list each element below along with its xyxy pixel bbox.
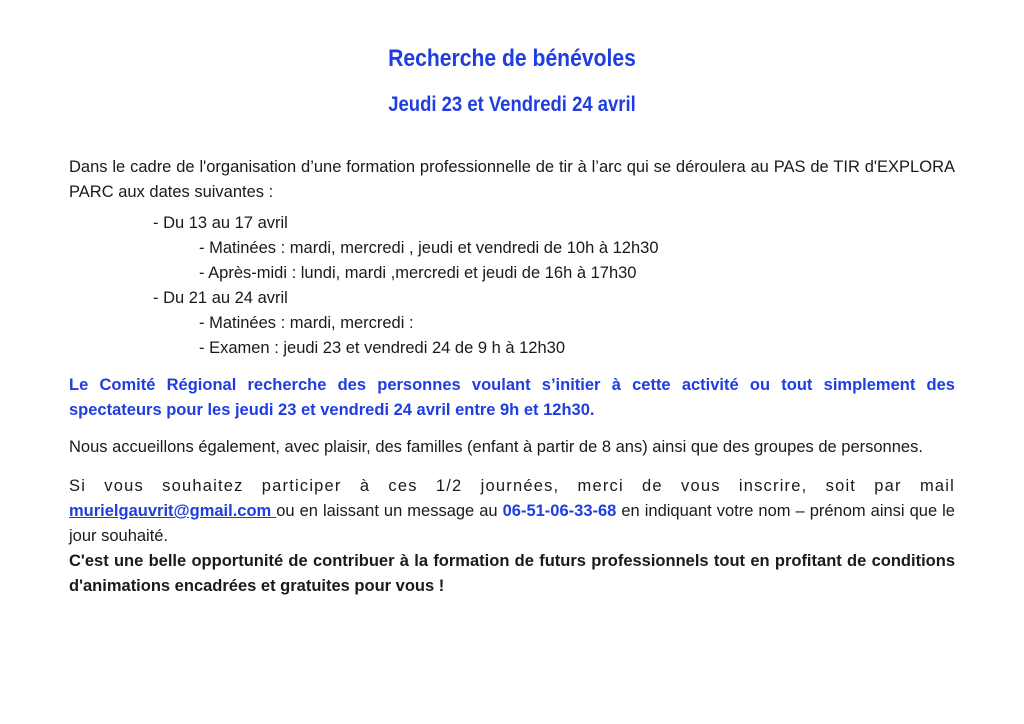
schedule-list	[69, 211, 955, 361]
page-title: Recherche de bénévoles	[388, 45, 636, 72]
schedule-week2-exam: - Examen : jeudi 23 et vendredi 24 de 9 h à 12h30	[199, 339, 566, 357]
schedule-week1-afternoons: - Après-midi : lundi, mardi ,mercredi et jeudi de 16h à 17h30	[199, 264, 637, 282]
contact-lead: Si vous souhaitez participer à ces 1/2 journées, merci de vous inscrire, soit par mail	[69, 477, 955, 495]
contact-middle: ou en laissant un message au	[276, 502, 498, 520]
phone-number: 06-51-06-33-68	[502, 502, 617, 520]
contact-paragraph	[69, 474, 955, 549]
email-link[interactable]: murielgauvrit@gmail.com	[69, 502, 277, 520]
welcome-paragraph: Nous accueillons également, avec plaisir, des familles (enfant à partir de 8 ans) ainsi que des groupes de personnes.	[69, 438, 923, 456]
schedule-week1: - Du 13 au 17 avril	[153, 214, 288, 232]
contact-trail: en indiquant votre nom – prénom ainsi que le jour souhaité.	[69, 502, 955, 545]
intro-paragraph: Dans le cadre de l'organisation d’une formation professionnelle de tir à l’arc qui se déroulera au PAS de TIR d'EXPLORA PARC aux dates suivantes :	[69, 158, 955, 201]
closing-paragraph: C'est une belle opportunité de contribuer à la formation de futurs professionnels tout en profitant de conditions d'animations encadrées et gratuites pour vous !	[69, 552, 955, 595]
schedule-week2-mornings: - Matinées : mardi, mercredi :	[199, 314, 414, 332]
document-body	[69, 155, 955, 599]
page-subtitle: Jeudi 23 et Vendredi 24 avril	[388, 93, 636, 116]
schedule-week1-mornings: - Matinées : mardi, mercredi , jeudi et vendredi de 10h à 12h30	[199, 239, 659, 257]
callout-paragraph: Le Comité Régional recherche des personnes voulant s’initier à cette activité ou tout simplement des spectateurs pour les jeudi 23 et vendredi 24 avril entre 9h et 12h30.	[69, 376, 955, 419]
schedule-week2: - Du 21 au 24 avril	[153, 289, 288, 307]
